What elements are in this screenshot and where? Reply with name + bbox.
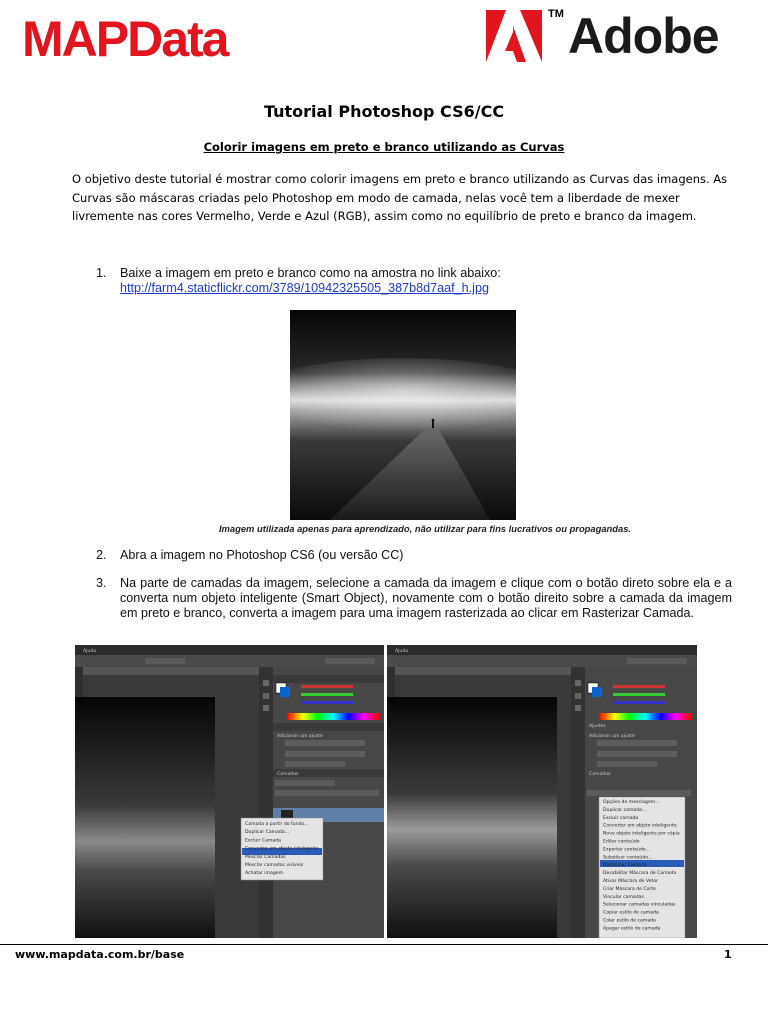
step-number: 2.	[96, 548, 107, 562]
ps-title: Ajuda	[83, 649, 97, 654]
ps-adjust-header: Adicionar um ajuste	[277, 734, 323, 739]
context-menu-item[interactable]: Selecionar camadas vinculadas	[603, 902, 676, 908]
context-menu-item[interactable]: Exportar conteúdo...	[603, 847, 651, 853]
context-menu-item[interactable]: Achatar imagem	[245, 871, 284, 877]
adobe-tm-mark: TM	[548, 8, 564, 20]
ps-title: Ajuda	[395, 649, 409, 654]
step-text: Abra a imagem no Photoshop CS6 (ou versão CC)	[120, 548, 404, 562]
context-menu-item[interactable]: Excluir camada	[603, 815, 639, 821]
context-menu-item[interactable]: Duplicar camada...	[603, 807, 647, 813]
step-body	[120, 266, 732, 296]
footer-divider	[0, 944, 768, 945]
adobe-wordmark: Adobe	[568, 8, 719, 64]
context-menu-item[interactable]: Editar conteúdo	[603, 839, 640, 845]
context-menu-item[interactable]: Excluir Camada	[245, 838, 281, 844]
context-menu-item[interactable]: Camada a partir do fundo...	[245, 822, 309, 827]
ps-adjust-tab: Ajustes	[589, 724, 606, 729]
mapdata-logo: MAPData	[22, 11, 228, 67]
footer-url[interactable]: www.mapdata.com.br/base	[15, 948, 185, 961]
photoshop-window-left	[75, 645, 384, 938]
ps-layers-tab: Camadas	[589, 772, 611, 777]
photoshop-screenshot-right	[387, 645, 697, 938]
photoshop-window-right	[387, 645, 697, 938]
context-menu-item[interactable]: Criar Máscara de Corte	[603, 886, 656, 892]
step-number: 1.	[96, 266, 107, 280]
step-text: Baixe a imagem em preto e branco como na amostra no link abaixo:	[120, 266, 501, 280]
sample-photo	[290, 310, 516, 520]
ps-adjust-header: Adicionar um ajuste	[589, 734, 635, 739]
context-menu-item[interactable]: Colar estilo de camada	[603, 918, 656, 924]
context-menu-item[interactable]: Duplicar Camada...	[245, 830, 290, 836]
photo-caption: Imagem utilizada apenas para aprendizado, não utilizar para fins lucrativos ou propagandas.	[218, 523, 632, 534]
page-title: Tutorial Photoshop CS6/CC	[263, 102, 505, 121]
step-text: Na parte de camadas da imagem, selecione a camada da imagem e clique com o botão direto sobre ela e a converta num objeto inteligente (Smart Object), novamente com o botão direito sobre a camada da imagem em preto e branco, converta a imagem para uma imagem rasterizada ao clicar em Rasterizar Camada.	[120, 576, 732, 620]
context-menu-item[interactable]: Opções de mesclagem...	[603, 800, 660, 805]
sample-photo-image	[290, 310, 516, 520]
context-menu-item[interactable]: Mesclar Camadas	[245, 854, 286, 860]
context-menu-item[interactable]: Substituir conteúdo...	[603, 855, 653, 861]
context-menu-item[interactable]: Vincular camadas	[603, 894, 644, 900]
intro-paragraph: O objetivo deste tutorial é mostrar como colorir imagens em preto e branco utilizando as Curvas das imagens. As Curvas são máscaras criadas pelo Photoshop em modo de camada, nelas você tem a liberdade de mexer livremente nas cores Vermelho, Verde e Azul (RGB), assim como no equilíbrio de preto e branco da imagem.	[72, 172, 728, 223]
context-menu-item[interactable]: Ativar Máscara de Vetor	[603, 879, 659, 884]
step-number: 3.	[96, 576, 107, 590]
page-number: 1	[724, 948, 732, 961]
context-menu-item[interactable]: Desabilitar Máscara de Camada	[603, 871, 677, 877]
context-menu-item[interactable]: Novo objeto inteligente por cópia	[603, 831, 680, 837]
ps-layers-tab: Camadas	[277, 772, 299, 777]
adobe-mark-icon	[486, 10, 542, 62]
context-menu-item[interactable]: Apagar estilo de camada	[603, 926, 661, 932]
photoshop-screenshot-left	[75, 645, 384, 938]
context-menu-item[interactable]: Converter em objeto inteligente	[245, 846, 319, 852]
context-menu-item[interactable]: Rasterizar Camada	[603, 863, 647, 869]
context-menu-item[interactable]: Copiar estilo de camada	[603, 910, 659, 916]
page-subtitle: Colorir imagens em preto e branco utilizando as Curvas	[203, 140, 565, 154]
context-menu-item[interactable]: Converter em objeto inteligente	[603, 823, 677, 829]
image-link[interactable]: http://farm4.staticflickr.com/3789/10942325505_387b8d7aaf_h.jpg	[120, 281, 489, 295]
context-menu-item[interactable]: Mesclar camadas visíveis	[245, 863, 304, 868]
